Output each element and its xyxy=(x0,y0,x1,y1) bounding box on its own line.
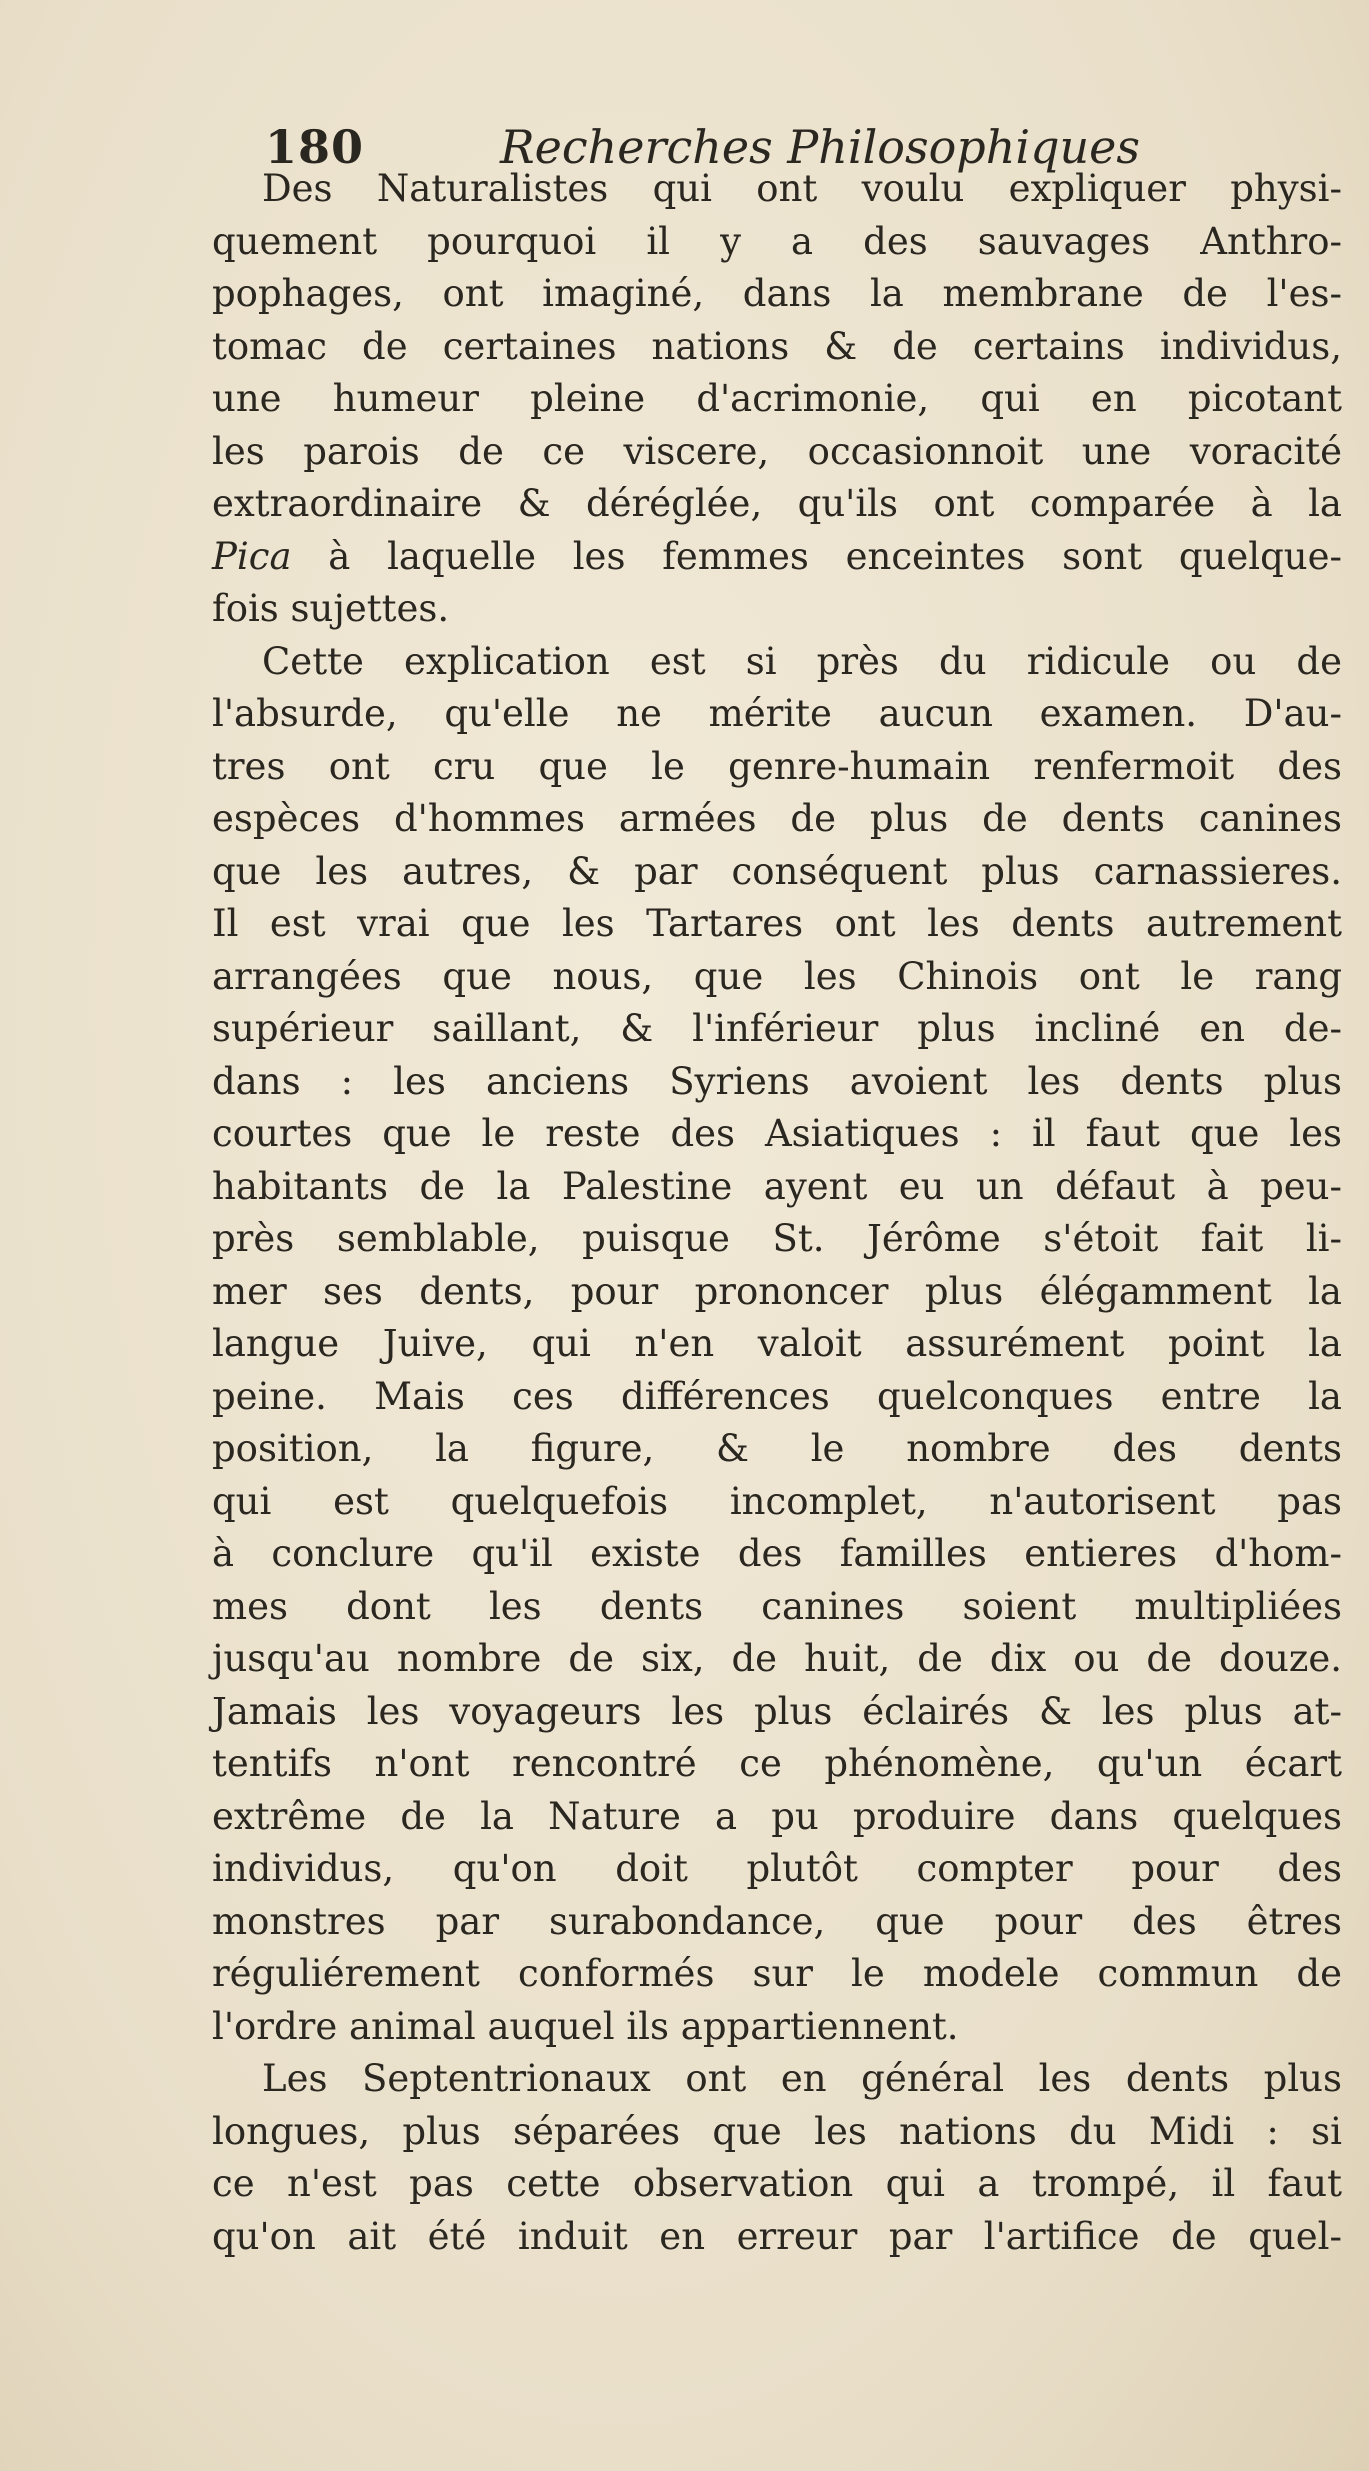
text-line: Cette explication est si près du ridicule ou de xyxy=(262,639,1342,683)
text-line: position, la figure, & le nombre des dents xyxy=(212,1427,1342,1470)
text-line: jusqu'au nombre de six, de huit, de dix ou de douze. xyxy=(212,1637,1342,1680)
text-line: tomac de certaines nations & de certains individus, xyxy=(212,324,1342,368)
text-line: extrême de la Nature a pu produire dans quelques xyxy=(212,1794,1342,1838)
text-line: langue Juive, qui n'en valoit assurément point la xyxy=(212,1322,1342,1365)
text-line: ce n'est pas cette observation qui a trompé, il faut xyxy=(212,2162,1342,2205)
text-line: à conclure qu'il existe des familles entieres d'hom- xyxy=(212,1532,1342,1575)
text-line: extraordinaire & déréglée, qu'ils ont comparée à la xyxy=(212,482,1342,525)
text-line: fois sujettes. xyxy=(212,587,450,630)
text-line: peine. Mais ces différences quelconques entre la xyxy=(212,1374,1342,1418)
text-line: individus, qu'on doit plutôt compter pour des xyxy=(212,1847,1342,1890)
text-line: tres ont cru que le genre-humain renfermoit des xyxy=(212,744,1342,788)
text-line: Jamais les voyageurs les plus éclairés & les plus at- xyxy=(212,1689,1342,1733)
text-line: pophages, ont imaginé, dans la membrane de l'es- xyxy=(212,272,1342,315)
text-line: longues, plus séparées que les nations du Midi : si xyxy=(212,2109,1342,2153)
text-line: Les Septentrionaux ont en général les dents plus xyxy=(262,2057,1342,2100)
text-line: mer ses dents, pour prononcer plus élégamment la xyxy=(212,1269,1342,1313)
text-line: supérieur saillant, & l'inférieur plus incliné en de- xyxy=(212,1007,1342,1050)
text-line: arrangées que nous, que les Chinois ont le rang xyxy=(212,954,1342,998)
text-line: que les autres, & par conséquent plus carnassieres. xyxy=(212,849,1342,893)
text-line: Il est vrai que les Tartares ont les dents autrement xyxy=(212,902,1342,945)
text-line: Pica à laquelle les femmes enceintes sont quelque- xyxy=(212,534,1342,578)
text-line: dans : les anciens Syriens avoient les dents plus xyxy=(212,1059,1342,1103)
text-line: les parois de ce viscere, occasionnoit une voracité xyxy=(212,429,1342,473)
text-line: réguliérement conformés sur le modele commun de xyxy=(212,1952,1342,1995)
body-text xyxy=(212,163,1342,2263)
page-number: 180 xyxy=(265,120,365,174)
text-line: quement pourquoi il y a des sauvages Anthro- xyxy=(212,219,1342,263)
text-line: près semblable, puisque St. Jérôme s'étoit fait li- xyxy=(212,1217,1342,1260)
text-line: l'absurde, qu'elle ne mérite aucun examen. D'au- xyxy=(212,692,1342,735)
text-line: espèces d'hommes armées de plus de dents canines xyxy=(212,797,1342,840)
text-line: Des Naturalistes qui ont voulu expliquer physi- xyxy=(262,167,1342,210)
text-line: mes dont les dents canines soient multipliées xyxy=(212,1584,1342,1628)
text-line: l'ordre animal auquel ils appartiennent. xyxy=(212,2004,959,2048)
pica-italic: Pica xyxy=(212,534,292,578)
text-line: habitants de la Palestine ayent eu un défaut à peu- xyxy=(212,1164,1342,1208)
text-line: une humeur pleine d'acrimonie, qui en picotant xyxy=(212,377,1342,420)
running-title: Recherches Philosophiques xyxy=(500,120,1140,174)
text-line: tentifs n'ont rencontré ce phénomène, qu'un écart xyxy=(212,1742,1342,1785)
text-line: monstres par surabondance, que pour des êtres xyxy=(212,1899,1342,1943)
text-line: qu'on ait été induit en erreur par l'artifice de quel- xyxy=(212,2214,1342,2258)
text-line: qui est quelquefois incomplet, n'autorisent pas xyxy=(212,1479,1342,1523)
text-line: courtes que le reste des Asiatiques : il faut que les xyxy=(212,1112,1342,1155)
